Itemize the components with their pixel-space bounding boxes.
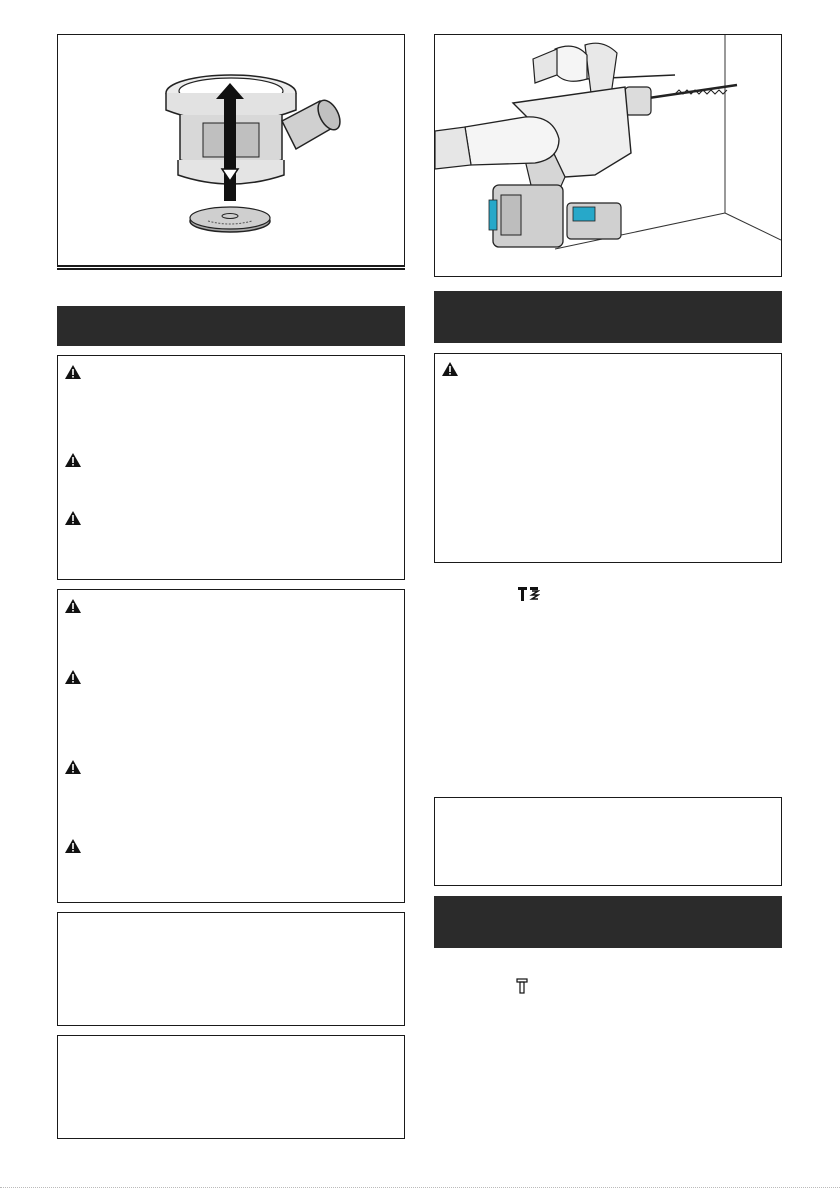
warning-triangle-icon — [65, 453, 81, 467]
hammer-drill-mode-icon — [518, 585, 540, 605]
warning-triangle-icon — [65, 760, 81, 774]
warning-triangle-icon — [65, 511, 81, 525]
warning-triangle-icon — [65, 670, 81, 684]
dust-cup-illustration — [58, 35, 404, 265]
section-header-right-bottom-text — [434, 896, 435, 897]
warning-box-2 — [57, 589, 405, 903]
notice-box-3 — [434, 797, 782, 886]
notice-box-2 — [57, 1035, 405, 1139]
figure-dust-cup — [57, 34, 405, 267]
notice-box-1 — [57, 912, 405, 1026]
figure-rotary-hammer — [434, 34, 782, 277]
section-header-right-bottom — [434, 896, 782, 948]
warning-triangle-icon — [442, 362, 458, 376]
warning-box-3 — [434, 353, 782, 563]
section-header-left — [57, 306, 405, 346]
warning-box-1 — [57, 355, 405, 580]
figure-underline — [57, 268, 405, 270]
rotary-hammer-illustration — [435, 35, 781, 276]
hammer-only-mode-icon — [516, 978, 528, 994]
warning-triangle-icon — [65, 599, 81, 613]
section-header-left-text — [57, 306, 58, 307]
section-header-right-top — [434, 291, 782, 343]
page-footer-line — [0, 1187, 840, 1189]
warning-triangle-icon — [65, 365, 81, 379]
section-header-right-top-text — [434, 291, 435, 292]
warning-triangle-icon — [65, 839, 81, 853]
